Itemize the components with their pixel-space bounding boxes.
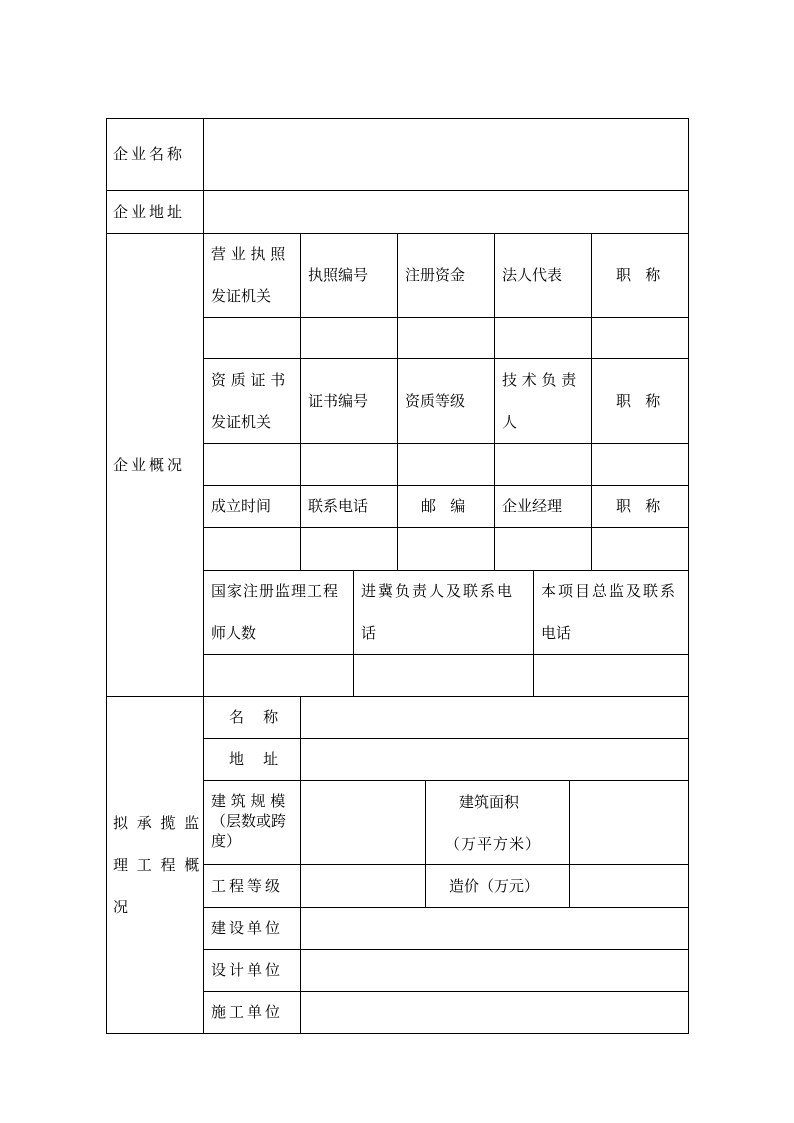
table-rule: [494, 233, 495, 570]
chief-supervisor-line1: 本项目总监及联系: [541, 582, 678, 600]
company-address-value[interactable]: [212, 203, 682, 221]
table-rule: [203, 443, 689, 444]
table-rule: [203, 527, 689, 528]
table-border-left: [106, 118, 107, 1034]
table-rule: [106, 696, 689, 697]
table-rule: [425, 780, 426, 907]
company-address-label: 企业地址: [113, 203, 186, 221]
manager-header: 企业经理: [502, 497, 563, 515]
designer-label: 设计单位: [211, 961, 284, 979]
engineers-count-line2: 师人数: [211, 624, 257, 642]
table-rule: [203, 907, 689, 908]
cert-authority-line1: 资 质 证 书: [211, 371, 286, 389]
qualification-grade-header: 资质等级: [405, 392, 466, 410]
table-rule: [203, 358, 689, 359]
table-rule: [300, 696, 301, 1034]
cert-authority-line2: 发证机关: [211, 413, 272, 431]
contact-person-line2: 话: [361, 624, 377, 642]
phone-header: 联系电话: [308, 497, 369, 515]
table-rule: [203, 780, 689, 781]
contact-person-line1: 进冀负责人及联系电: [361, 582, 515, 600]
table-border-bottom: [106, 1033, 689, 1034]
table-rule: [397, 233, 398, 570]
table-rule: [203, 485, 689, 486]
company-name-label: 企业名称: [113, 145, 186, 163]
table-rule: [569, 780, 570, 907]
project-grade-label: 工程等级: [211, 877, 284, 895]
table-rule: [203, 738, 689, 739]
engineers-count-line1: 国家注册监理工程: [211, 582, 340, 600]
table-rule: [203, 864, 689, 865]
contractor-label: 施工单位: [211, 1003, 284, 1021]
title-header: 职 称: [616, 497, 661, 515]
chief-supervisor-line2: 电话: [541, 624, 572, 642]
table-rule: [203, 570, 689, 571]
building-area-line2: （万平方米）: [445, 835, 542, 853]
legal-rep-header: 法人代表: [502, 266, 563, 284]
project-name-label: 名 称: [229, 708, 279, 726]
table-rule: [300, 233, 301, 570]
table-rule: [203, 118, 204, 1034]
building-scale-line1: 建 筑 规 模: [211, 792, 286, 810]
tech-lead-line1: 技 术 负 责: [502, 371, 577, 389]
table-rule: [533, 570, 534, 696]
project-cost-label: 造价（万元）: [449, 877, 540, 895]
project-section-line3: 况: [113, 898, 129, 916]
table-rule: [591, 233, 592, 570]
table-rule: [106, 190, 689, 191]
title-header: 职 称: [616, 266, 661, 284]
company-name-value[interactable]: [212, 145, 682, 163]
tech-lead-line2: 人: [502, 413, 518, 431]
project-section-line1: 拟 承 揽 监: [113, 814, 202, 832]
founded-header: 成立时间: [211, 497, 272, 515]
cert-number-header: 证书编号: [308, 392, 369, 410]
title-header: 职 称: [616, 392, 661, 410]
building-scale-line2: （层数或跨: [211, 812, 287, 830]
table-rule: [203, 949, 689, 950]
overview-section-label: 企业概况: [113, 456, 186, 474]
license-number-header: 执照编号: [308, 266, 369, 284]
table-rule: [353, 570, 354, 696]
registered-capital-header: 注册资金: [405, 266, 466, 284]
building-scale-line3: 度）: [211, 832, 242, 850]
table-border-top: [106, 118, 689, 119]
table-rule: [203, 317, 689, 318]
postcode-header: 邮 编: [421, 497, 466, 515]
project-address-label: 地 址: [229, 750, 279, 768]
table-rule: [203, 654, 689, 655]
table-border-right: [688, 118, 689, 1034]
developer-label: 建设单位: [211, 919, 284, 937]
project-section-line2: 理 工 程 概: [113, 856, 202, 874]
table-rule: [203, 991, 689, 992]
license-authority-line2: 发证机关: [211, 287, 272, 305]
building-area-line1: 建筑面积: [459, 793, 520, 811]
license-authority-line1: 营 业 执 照: [211, 245, 286, 263]
